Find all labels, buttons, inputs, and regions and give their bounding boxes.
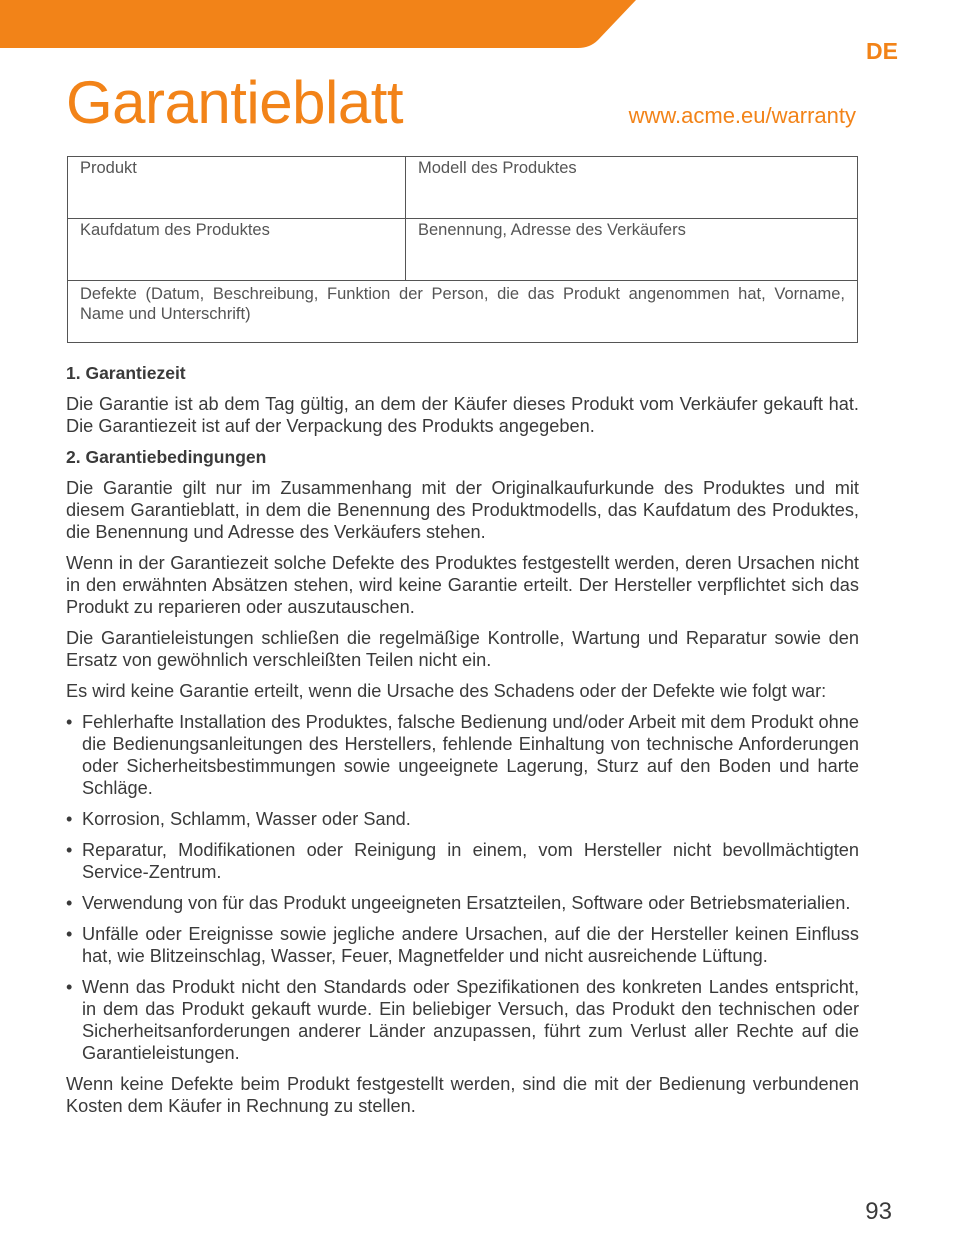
bullet-icon: • <box>66 809 73 829</box>
model-field[interactable]: Modell des Produktes <box>418 159 577 177</box>
section-heading-warranty-conditions: 2. Garantiebedingungen <box>66 447 267 467</box>
orange-header-band <box>0 0 640 48</box>
section-heading-warranty-period: 1. Garantiezeit <box>66 363 186 383</box>
list-item: • Fehlerhafte Installation des Produktes, falsche Bedienung und/oder Arbeit mit dem Produkt ohne die Bedienungsanleitungen des Herstellers, fehlende Einhaltung von technische Anforderungen oder Sicherheitsbestimmungen sowie ungeeignete Lagerung, Sturz auf den Boden und harte Schläge. <box>66 712 859 798</box>
defects-field[interactable]: Defekte (Datum, Beschreibung, Funktion der Person, die das Produkt angenommen hat, Vorname, Name und Unterschrift) <box>80 285 845 323</box>
language-label: DE <box>866 38 898 64</box>
paragraph: Die Garantieleistungen schließen die regelmäßige Kontrolle, Wartung und Reparatur sowie den Ersatz von gewöhnlich verschleißten Teilen nicht ein. <box>66 628 859 670</box>
form-row-defects <box>68 281 857 342</box>
list-item: • Unfälle oder Ereignisse sowie jegliche andere Ursachen, auf die der Hersteller keinen Einfluss hat, wie Blitzeinschlag, Wasser, Feuer, Magnetfelder und nicht ausreichende Lüftung. <box>66 924 859 966</box>
list-item: • Wenn das Produkt nicht den Standards oder Spezifikationen des konkreten Landes entspricht, in dem das Produkt gekauft wurde. Ein beliebiger Versuch, das Produkt den technischen oder Sicherheitsanforderungen anderer Länder anzupassen, führt zum Verlust aller Rechte auf die Garantieleistungen. <box>66 977 859 1063</box>
bullet-icon: • <box>66 977 73 997</box>
form-row-product <box>68 157 857 219</box>
list-item: • Korrosion, Schlamm, Wasser oder Sand. <box>66 809 411 829</box>
paragraph: Die Garantie ist ab dem Tag gültig, an dem der Käufer dieses Produkt vom Verkäufer gekauft hat. Die Garantiezeit ist auf der Verpackung des Produkts angegeben. <box>66 394 859 436</box>
paragraph: Wenn in der Garantiezeit solche Defekte des Produktes festgestellt werden, deren Ursachen nicht in den erwähnten Absätzen stehen, wird keine Garantie erteilt. Der Hersteller verpflichtet sich das Produkt zu reparieren oder auszutauschen. <box>66 553 859 617</box>
form-row-purchase <box>68 219 857 281</box>
exclusion-list <box>66 711 859 1064</box>
purchase-date-field[interactable]: Kaufdatum des Produktes <box>68 219 406 280</box>
warranty-text <box>66 362 859 1126</box>
page-number: 93 <box>865 1198 892 1225</box>
list-item: • Verwendung von für das Produkt ungeeigneten Ersatzteilen, Software oder Betriebsmaterialien. <box>66 893 851 913</box>
paragraph: Die Garantie gilt nur im Zusammenhang mit der Originalkaufurkunde des Produktes und mit diesem Garantieblatt, in dem die Benennung des Produktmodells, das Kaufdatum des Produktes, die Benennung und Adresse des Verkäufers stehen. <box>66 478 859 542</box>
product-field[interactable]: Produkt <box>68 157 406 218</box>
bullet-icon: • <box>66 893 73 913</box>
paragraph: Es wird keine Garantie erteilt, wenn die Ursache des Schadens oder der Defekte wie folgt war: <box>66 681 827 701</box>
closing-paragraph: Wenn keine Defekte beim Produkt festgestellt werden, sind die mit der Bedienung verbundenen Kosten dem Käufer in Rechnung zu stellen. <box>66 1074 859 1116</box>
bullet-icon: • <box>66 840 73 860</box>
bullet-icon: • <box>66 712 73 732</box>
seller-field[interactable]: Benennung, Adresse des Verkäufers <box>418 221 686 239</box>
page-title: Garantieblatt <box>66 69 404 136</box>
warranty-form-table <box>67 156 858 343</box>
bullet-icon: • <box>66 924 73 944</box>
list-item: • Reparatur, Modifikationen oder Reinigung in einem, vom Hersteller nicht bevollmächtigten Service-Zentrum. <box>66 840 859 882</box>
warranty-url-link[interactable]: www.acme.eu/warranty <box>628 103 856 128</box>
